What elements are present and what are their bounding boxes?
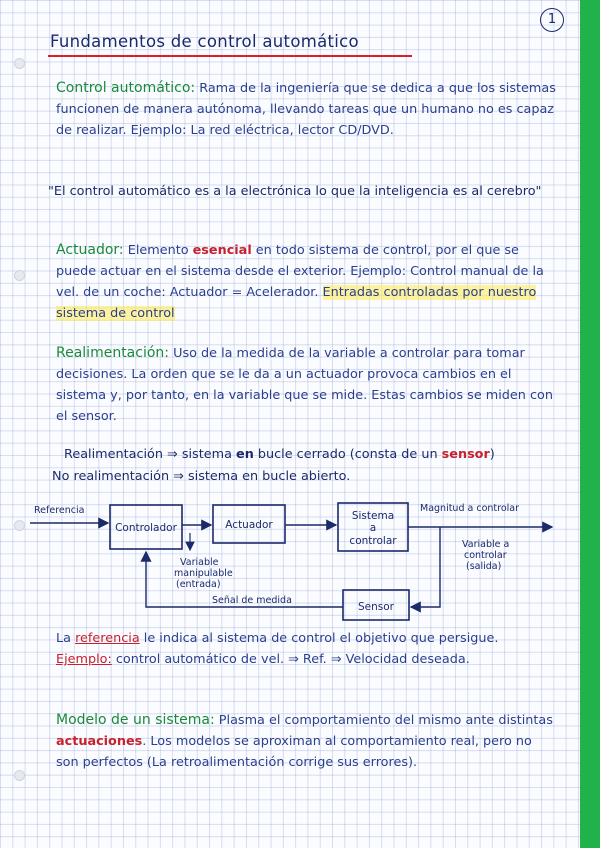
actuador-text-1: Elemento [127,243,189,258]
closed-loop-line [64,445,564,465]
variable-manip-label-1: Variable [180,557,219,568]
referencia-text-2: control automático de vel. ⇒ Ref. ⇒ Velocidad deseada. [115,652,470,667]
sistema-label-1: Sistema [351,510,395,522]
closed-loop-sensor: sensor [441,447,490,462]
magnitud-label: Magnitud a controlar [420,503,520,514]
definition-control [56,78,556,141]
closed-loop-left: Realimentación ⇒ sistema [64,447,232,462]
term-realimentacion: Realimentación: [56,345,170,361]
referencia-la: La [56,631,71,646]
binder-hole [14,58,25,69]
realimentacion-text: Uso de la medida de la variable a controlar para tomar decisiones. La orden que se le da a un actuador provoca cambios en el sistema y, por tanto, en la variable que se mide. Estas cambios se miden con el sensor. [56,346,553,424]
page-edge-stripe [580,0,600,848]
page-number: 1 [540,8,564,32]
page-title: Fundamentos de control automático [50,32,359,51]
actuador-text-2: en todo sistema de control, por el que se puede actuar en el sistema desde el exterior. Ejemplo: Control manual de la vel. de un coche: Actuador = Acelerador. [56,243,544,300]
definition-control-text: Rama de la ingeniería que se dedica a que los sistemas funcionen de manera autónoma, llevando tareas que un humano no es capaz de realizar. Ejemplo: La red eléctrica, lector CD/DVD. [56,81,556,138]
variable-manip-label-3: (entrada) [176,579,221,590]
feedback-to-sensor [411,527,440,607]
reference-label: Referencia [34,505,85,516]
definition-realimentacion [56,343,556,427]
closed-loop-bold: en [236,447,254,462]
senal-medida-label: Señal de medida [212,595,292,606]
referencia-paragraph [56,628,556,670]
closed-loop-close: ) [489,447,495,462]
modelo-text-2: . Los modelos se aproximan al comportamiento real, pero no son perfectos (La retroalimentación corrige sus errores). [56,734,532,770]
closed-loop-right: bucle cerrado (consta de un [257,447,438,462]
modelo-text-1: Plasma el comportamiento del mismo ante distintas [218,713,553,728]
referencia-text-1: le indica al sistema de control el objetivo que persigue. [143,631,499,646]
block-diagram [30,495,575,625]
binder-hole [14,520,25,531]
controlador-label: Controlador [115,522,177,534]
quote: "El control automático es a la electrónica lo que la inteligencia es al cerebro" [48,184,542,199]
sistema-label-2: a [369,522,377,534]
variable-ctrl-label-3: (salida) [466,561,502,572]
modelo-bold-word: actuaciones [56,734,143,749]
term-modelo: Modelo de un sistema: [56,712,215,728]
binder-hole [14,270,25,281]
term-actuador: Actuador: [56,242,124,258]
open-loop-line: No realimentación ⇒ sistema en bucle abierto. [52,469,351,484]
binder-holes [14,0,24,848]
definition-modelo [56,710,556,773]
actuador-highlight: Entradas controladas por nuestro sistema de control [56,285,537,321]
term-control: Control automático: [56,80,196,96]
referencia-ejemplo: Ejemplo: [56,652,112,667]
definition-actuador [56,240,556,324]
variable-ctrl-label-2: controlar [464,550,507,561]
sensor-label: Sensor [358,601,394,613]
sistema-label-3: controlar [349,535,397,547]
variable-ctrl-label-1: Variable a [462,539,510,550]
variable-manip-label-2: manipulable [174,568,233,579]
binder-hole [14,770,25,781]
title-underline [48,55,412,57]
actuador-label: Actuador [225,519,273,531]
referencia-word: referencia [75,631,140,646]
actuador-bold-word: esencial [192,243,252,258]
